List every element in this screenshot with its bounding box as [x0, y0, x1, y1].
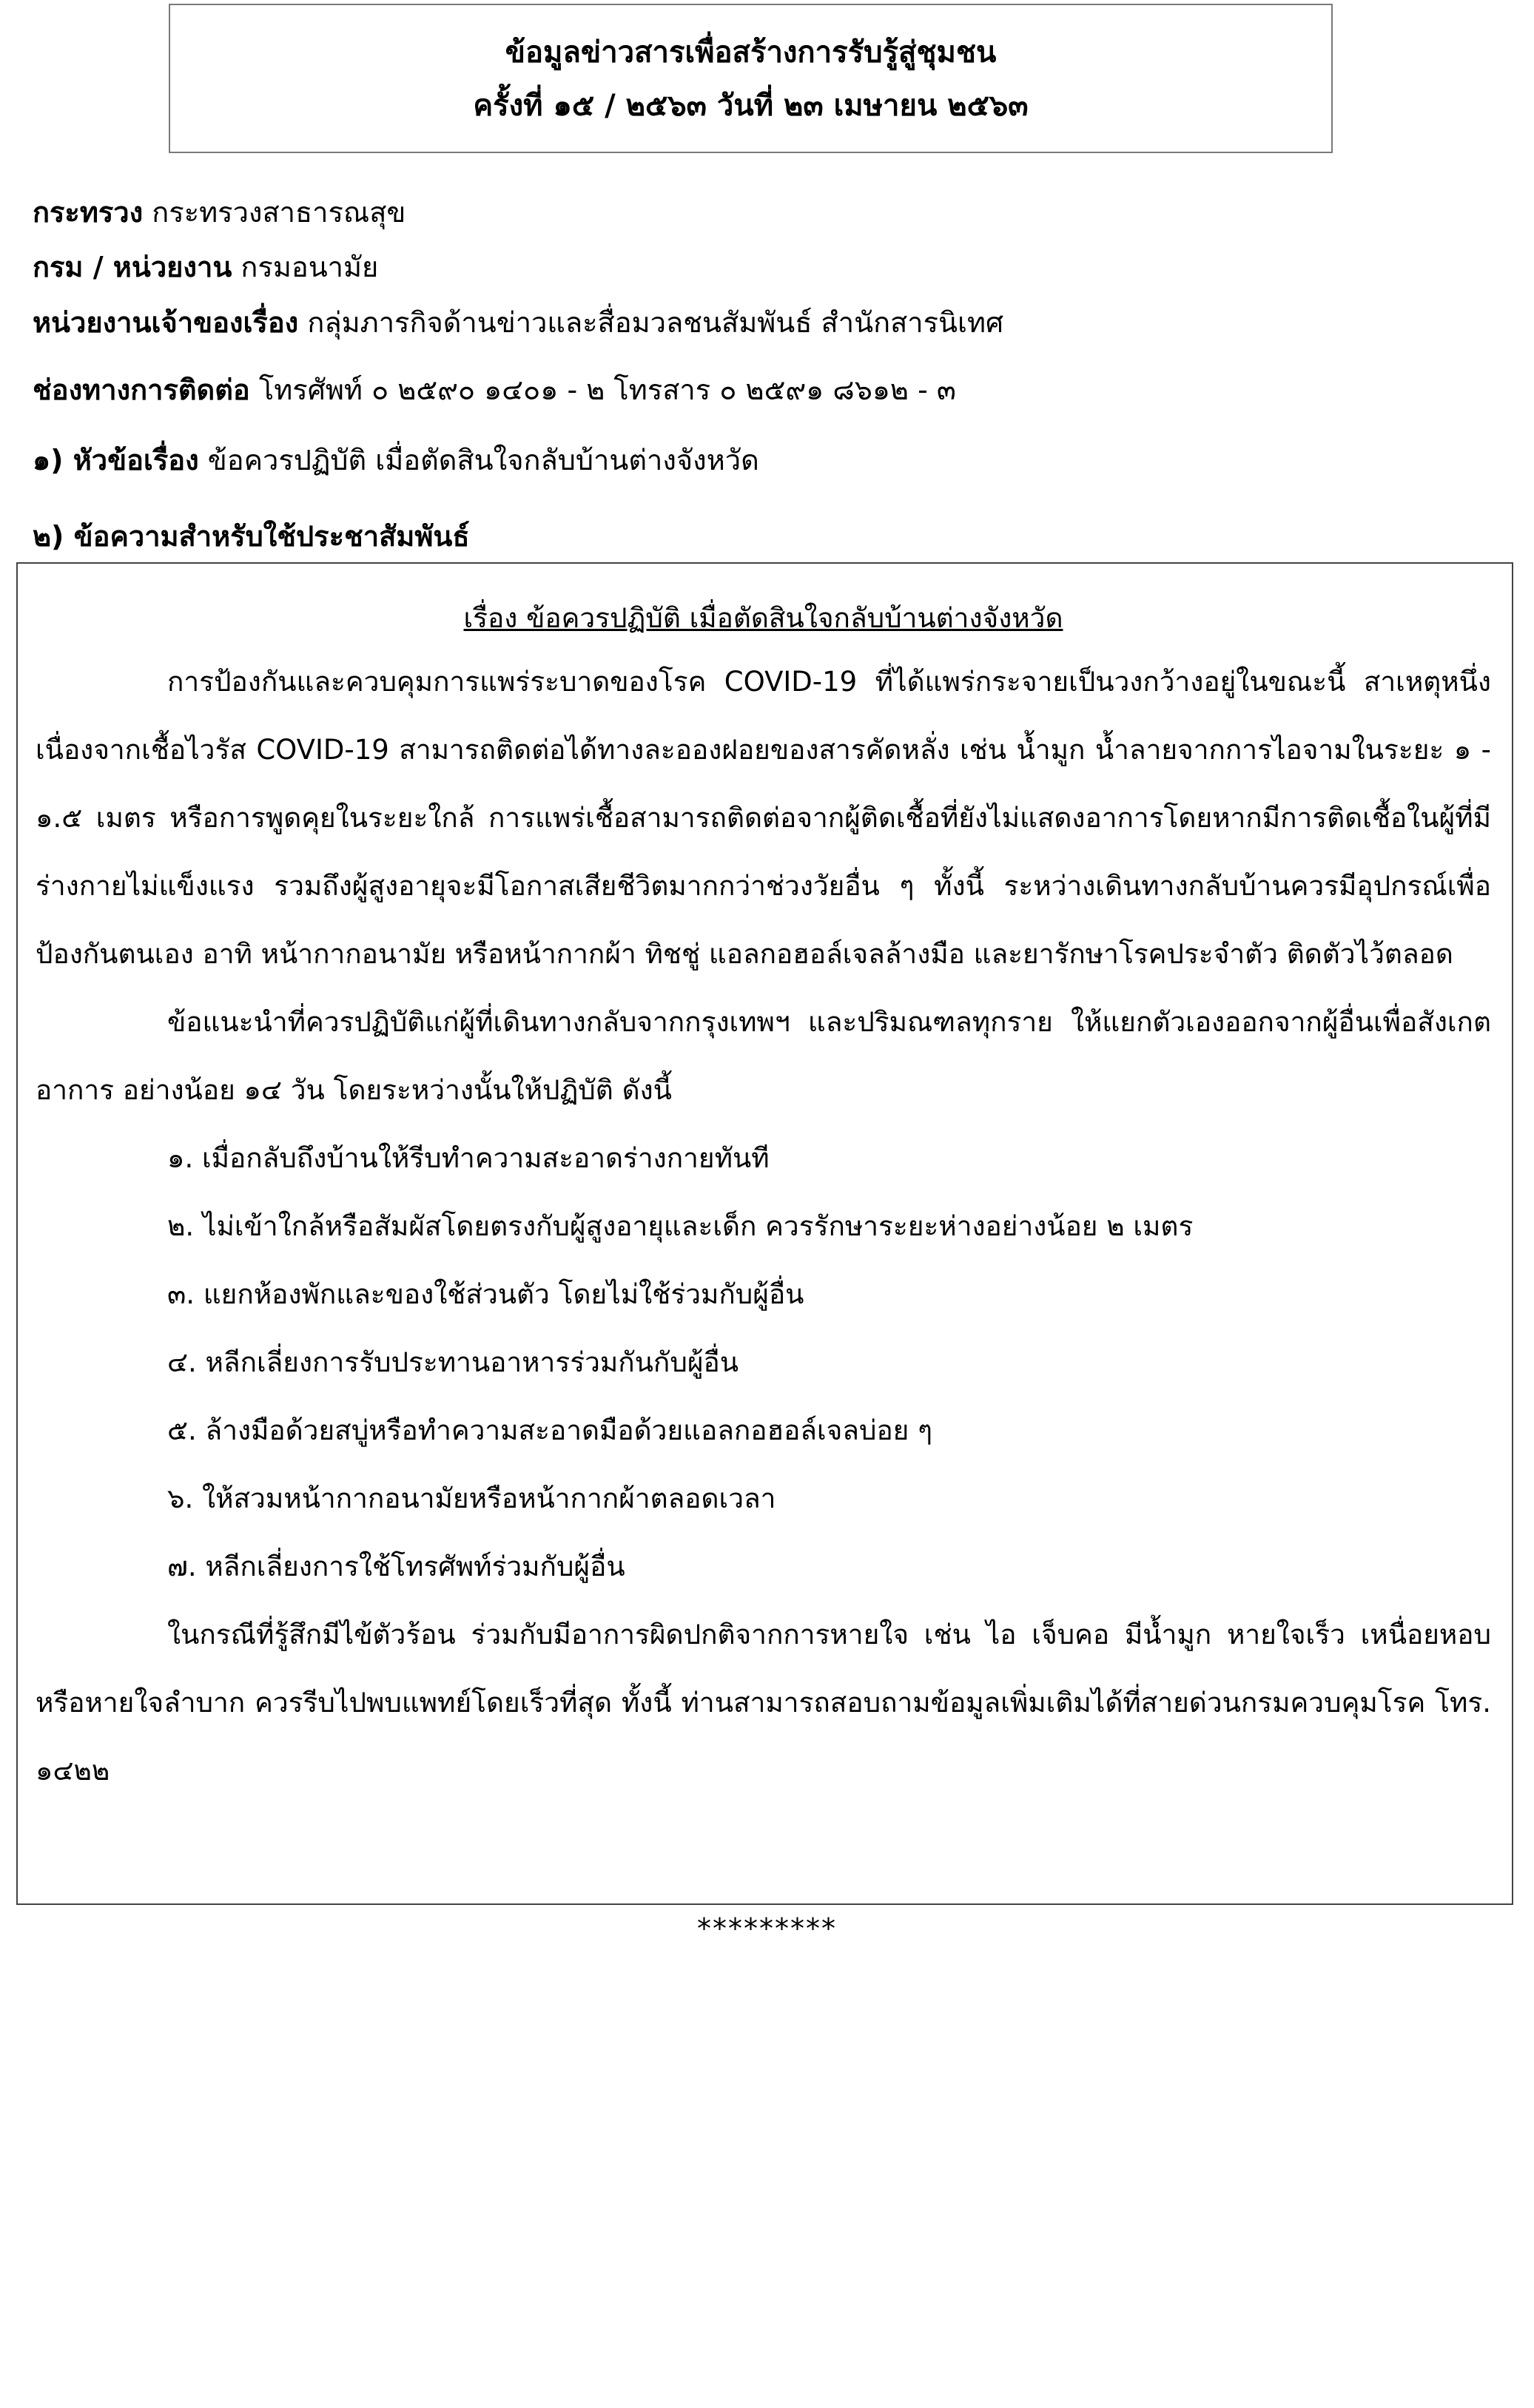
meta-contact — [33, 371, 956, 408]
end-marker: ********* — [697, 1912, 837, 1945]
meta-owner-value: กลุ่มภารกิจด้านข่าวและสื่อมวลชนสัมพันธ์ สำนักสารนิเทศ — [307, 306, 1004, 339]
message-paragraph-2: ข้อแนะนำที่ควรปฏิบัติแก่ผู้ที่เดินทางกลับจากกรุงเทพฯ และปริมณฑลทุกราย ให้แยกตัวเองออกจากผู้อื่นเพื่อสังเกตอาการ อย่างน้อย ๑๔ วัน โดยระหว่างนั้นให้ปฏิบัติ ดังนี้ — [36, 1006, 1491, 1106]
meta-department-value: กรมอนามัย — [240, 251, 379, 283]
meta-department-label: กรม / หน่วยงาน — [33, 251, 232, 283]
meta-ministry-label: กระทรวง — [33, 196, 144, 229]
message-title: เรื่อง ข้อควรปฏิบัติ เมื่อตัดสินใจกลับบ้านต่างจังหวัด — [463, 602, 1063, 634]
meta-contact-value: โทรศัพท์ ๐ ๒๕๙๐ ๑๔๐๑ - ๒ โทรสาร ๐ ๒๕๙๑ ๘๖๑๒ - ๓ — [258, 374, 956, 406]
list-item: ๗. หลีกเลี่ยงการใช้โทรศัพท์ร่วมกับผู้อื่น — [167, 1551, 625, 1582]
meta-contact-label: ช่องทางการติดต่อ — [33, 374, 250, 406]
meta-pr-label: ๒) ข้อความสำหรับใช้ประชาสัมพันธ์ — [33, 520, 470, 553]
meta-topic — [33, 442, 759, 479]
message-paragraph-1: การป้องกันและควบคุมการแพร่ระบาดของโรค COVID-19 ที่ได้แพร่กระจายเป็นวงกว้างอยู่ในขณะนี้ สาเหตุหนึ่งเนื่องจากเชื้อไวรัส COVID-19 สามารถติดต่อได้ทางละอองฝอยของสารคัดหลั่ง เช่น น้ำมูก น้ำลายจากการไอจามในระยะ ๑ - ๑.๕ เมตร หรือการพูดคุยในระยะใกล้ การแพร่เชื้อสามารถติดต่อจากผู้ติดเชื้อที่ยังไม่แสดงอาการโดยหากมีการติดเชื้อในผู้ที่มีร่างกายไม่แข็งแรง รวมถึงผู้สูงอายุจะมีโอกาสเสียชีวิตมากกว่าช่วงวัยอื่น ๆ ทั้งนี้ ระหว่างเดินทางกลับบ้านควรมีอุปกรณ์เพื่อป้องกันตนเอง อาทิ หน้ากากอนามัย หรือหน้ากากผ้า ทิชชู่ แอลกอฮอล์เจลล้างมือ และยารักษาโรคประจำตัว ติดตัวไว้ตลอด — [36, 666, 1491, 970]
meta-owner-label: หน่วยงานเจ้าของเรื่อง — [33, 306, 299, 339]
list-item: ๑. เมื่อกลับถึงบ้านให้รีบทำความสะอาดร่างกายทันที — [167, 1142, 770, 1174]
list-item: ๒. ไม่เข้าใกล้หรือสัมผัสโดยตรงกับผู้สูงอายุและเด็ก ควรรักษาระยะห่างอย่างน้อย ๒ เมตร — [167, 1210, 1194, 1242]
meta-owner — [33, 304, 1003, 341]
meta-ministry — [33, 194, 406, 231]
message-paragraph-3: ในกรณีที่รู้สึกมีไข้ตัวร้อน ร่วมกับมีอาการผิดปกติจากการหายใจ เช่น ไอ เจ็บคอ มีน้ำมูก หายใจเร็ว เหนื่อยหอบ หรือหายใจลำบาก ควรรีบไปพบแพทย์โดยเร็วที่สุด ทั้งนี้ ท่านสามารถสอบถามข้อมูลเพิ่มเติมได้ที่สายด่วนกรมควบคุมโรค โทร. ๑๔๒๒ — [36, 1619, 1491, 1787]
header-issue-date: ครั้งที่ ๑๕ / ๒๕๖๓ วันที่ ๒๓ เมษายน ๒๕๖๓ — [473, 89, 1029, 123]
list-item: ๖. ให้สวมหน้ากากอนามัยหรือหน้ากากผ้าตลอดเวลา — [167, 1483, 776, 1514]
meta-topic-label: ๑) หัวข้อเรื่อง — [33, 444, 199, 476]
list-item: ๔. หลีกเลี่ยงการรับประทานอาหารร่วมกันกับผู้อื่น — [167, 1346, 739, 1378]
list-item: ๓. แยกห้องพักและของใช้ส่วนตัว โดยไม่ใช้ร่วมกับผู้อื่น — [167, 1278, 804, 1310]
pr-message-box — [16, 562, 1513, 1905]
meta-ministry-value: กระทรวงสาธารณสุข — [152, 196, 406, 229]
header-title: ข้อมูลข่าวสารเพื่อสร้างการรับรู้สู่ชุมชน — [505, 36, 997, 70]
meta-department — [33, 249, 378, 286]
meta-topic-value: ข้อควรปฏิบัติ เมื่อตัดสินใจกลับบ้านต่างจังหวัด — [207, 444, 759, 476]
meta-pr-heading — [33, 518, 470, 555]
header-box — [169, 4, 1333, 153]
list-item: ๕. ล้างมือด้วยสบู่หรือทำความสะอาดมือด้วยแอลกอฮอล์เจลบ่อย ๆ — [167, 1414, 932, 1446]
